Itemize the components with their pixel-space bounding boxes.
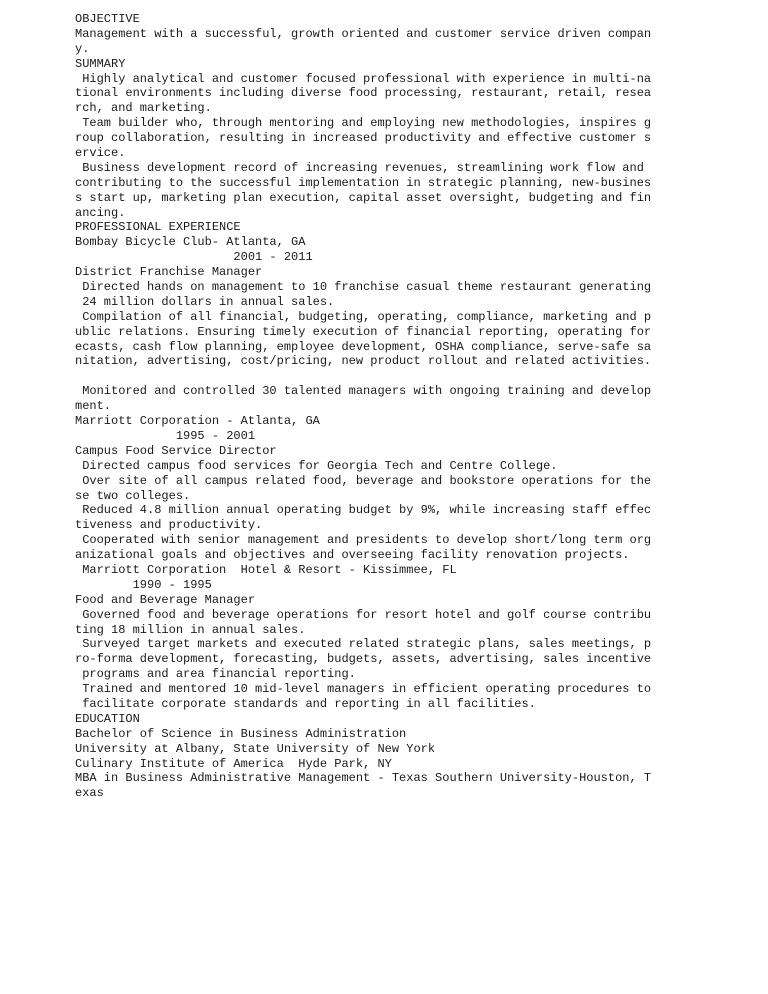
experience-text: programs and area financial reporting. bbox=[75, 667, 356, 682]
summary-text: s start up, marketing plan execution, capital asset oversight, budgeting and fin bbox=[75, 190, 652, 205]
experience-text: Monitored and controlled 30 talented managers with ongoing training and develop bbox=[75, 384, 652, 399]
job-title: Campus Food Service Director bbox=[75, 443, 277, 458]
employer-line: Marriott Corporation - Atlanta, GA bbox=[75, 414, 320, 429]
experience-text: ecasts, cash flow planning, employee development, OSHA compliance, serve-safe sa bbox=[75, 339, 652, 354]
experience-text: Directed campus food services for Georgia Tech and Centre College. bbox=[75, 458, 558, 473]
summary-text: ervice. bbox=[75, 146, 126, 161]
objective-text: Management with a successful, growth oriented and customer service driven compan bbox=[75, 26, 652, 41]
experience-text: ment. bbox=[75, 399, 112, 414]
experience-text: Over site of all campus related food, beverage and bookstore operations for the bbox=[75, 473, 652, 488]
experience-text: ro-forma development, forecasting, budgets, assets, advertising, sales incentive bbox=[75, 652, 652, 667]
job-title: Food and Beverage Manager bbox=[75, 592, 256, 607]
education-entry: University at Albany, State University of New York bbox=[75, 741, 436, 756]
section-heading-education: EDUCATION bbox=[75, 711, 140, 726]
resume-document bbox=[75, 12, 675, 801]
employer-line: Bombay Bicycle Club- Atlanta, GA bbox=[75, 235, 306, 250]
experience-text: Compilation of all financial, budgeting, operating, compliance, marketing and p bbox=[75, 309, 652, 324]
education-entry: exas bbox=[75, 786, 104, 801]
experience-text: Surveyed target markets and executed related strategic plans, sales meetings, p bbox=[75, 637, 652, 652]
experience-text: Directed hands on management to 10 franchise casual theme restaurant generating bbox=[75, 280, 652, 295]
section-heading-summary: SUMMARY bbox=[75, 56, 126, 71]
section-heading-experience: PROFESSIONAL EXPERIENCE bbox=[75, 220, 241, 235]
employment-dates: 1990 - 1995 bbox=[75, 577, 212, 592]
summary-text: Business development record of increasing revenues, streamlining work flow and bbox=[75, 160, 644, 175]
summary-text: rch, and marketing. bbox=[75, 101, 212, 116]
employment-dates: 1995 - 2001 bbox=[75, 428, 256, 443]
experience-text: anizational goals and objectives and overseeing facility renovation projects. bbox=[75, 548, 630, 563]
summary-text: tional environments including diverse food processing, restaurant, retail, resea bbox=[75, 86, 652, 101]
summary-text: contributing to the successful implementation in strategic planning, new-busines bbox=[75, 175, 652, 190]
experience-text: facilitate corporate standards and reporting in all facilities. bbox=[75, 696, 536, 711]
blank-line bbox=[75, 369, 675, 384]
experience-text: tiveness and productivity. bbox=[75, 518, 263, 533]
summary-text: roup collaboration, resulting in increased productivity and effective customer s bbox=[75, 131, 652, 146]
summary-text: Highly analytical and customer focused professional with experience in multi-na bbox=[75, 71, 652, 86]
employment-dates: 2001 - 2011 bbox=[75, 250, 313, 265]
education-entry: MBA in Business Administrative Management - Texas Southern University-Houston, T bbox=[75, 771, 652, 786]
summary-text: Team builder who, through mentoring and employing new methodologies, inspires g bbox=[75, 116, 652, 131]
experience-text: ting 18 million in annual sales. bbox=[75, 622, 306, 637]
objective-text: y. bbox=[75, 41, 90, 56]
experience-text: 24 million dollars in annual sales. bbox=[75, 294, 335, 309]
experience-text: nitation, advertising, cost/pricing, new product rollout and related activities. bbox=[75, 354, 652, 369]
education-entry: Bachelor of Science in Business Administration bbox=[75, 726, 407, 741]
experience-text: Governed food and beverage operations for resort hotel and golf course contribu bbox=[75, 607, 652, 622]
experience-text: se two colleges. bbox=[75, 488, 191, 503]
summary-text: ancing. bbox=[75, 205, 126, 220]
employer-line: Marriott Corporation Hotel & Resort - Kissimmee, FL bbox=[75, 562, 457, 577]
experience-text: Trained and mentored 10 mid-level managers in efficient operating procedures to bbox=[75, 682, 652, 697]
experience-text: Reduced 4.8 million annual operating budget by 9%, while increasing staff effec bbox=[75, 503, 652, 518]
experience-text: ublic relations. Ensuring timely execution of financial reporting, operating for bbox=[75, 324, 652, 339]
education-entry: Culinary Institute of America Hyde Park, NY bbox=[75, 756, 392, 771]
job-title: District Franchise Manager bbox=[75, 265, 263, 280]
experience-text: Cooperated with senior management and presidents to develop short/long term org bbox=[75, 533, 652, 548]
section-heading-objective: OBJECTIVE bbox=[75, 12, 140, 26]
